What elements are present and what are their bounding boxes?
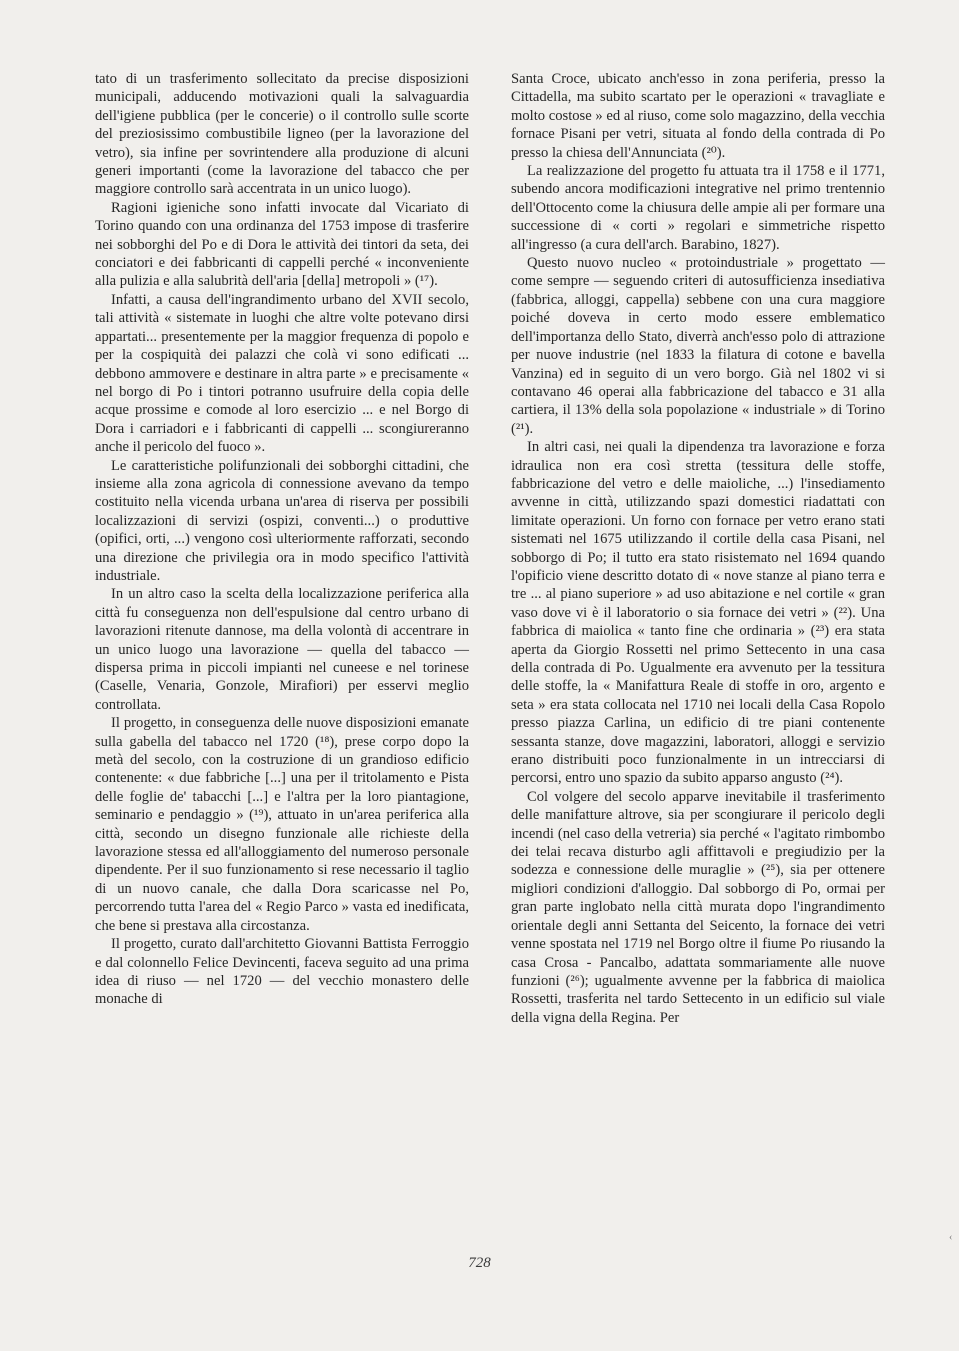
paragraph: In un altro caso la scelta della localizzazione periferica alla città fu conseguenza non dell'espulsione dal centro urbano di lavorazioni ritenute dannose, ma della volontà di accentrare in un unico luogo una lavorazione — quella del tabacco — dispersa prima in piccoli impianti nel cuneese e nel torinese (Caselle, Venaria, Gonzole, Mirafiori) per esservi meglio controllata. [95,586,469,713]
paragraph: Questo nuovo nucleo « protoindustriale » progettato — come sempre — seguendo criteri di autosufficienza insediativa (fabbrica, alloggi, cappella) sebbene con una cura maggiore poiché doveva in certo modo essere emblematico dell'importanza dello Stato, diverrà anch'esso polo di attrazione per nuove industrie (nel 1833 la filatura di cotone e bavella Vanzina) ed in seguito di un vero borgo. Già nel 1802 vi si contavano 46 operai alla fabbricazione del tabacco e 31 alla cartiera, il 13% della sola popolazione « industriale » di Torino (²¹). [511,255,885,437]
page-number: 728 [468,1255,491,1271]
paragraph: Le caratteristiche polifunzionali dei sobborghi cittadini, che insieme alla zona agricola di connessione avevano da tempo costituito nella vicenda urbana un'area di riserva per possibili localizzazioni di servizi (ospizi, conventi...) o produttive (opifici, orti, ...) vengono così ulteriormente rafforzati, secondo una direzione che privilegia ora in modo specifico l'attività industriale. [95,457,469,584]
paragraph: tato di un trasferimento sollecitato da precise disposizioni municipali, adducendo motivazioni quali la salvaguardia dell'igiene pubblica (per le concerie) o il controllo sulle scorte del preziosissimo combustibile ligneo (per la lavorazione del vetro), sia infine per sovrintendere alla produzione di alcuni generi importanti (come la lavorazione del tabacco che per maggiore controllo sarà accentrata in un unico luogo). [95,71,469,198]
paragraph: Il progetto, curato dall'architetto Giovanni Battista Ferroggio e dal colonnello Felice Devincenti, faceva seguito ad una prima idea di riuso — nel 1720 — del vecchio monastero delle monache di [95,936,469,1008]
paragraph: Ragioni igieniche sono infatti invocate dal Vicariato di Torino quando con una ordinanza del 1753 impose di trasferire nei sobborghi del Po e di Dora le attività dei tintori da seta, dei conciatori e dei fabbricanti di cappelli perché « inconveniente alla pulizia e alla salubrità dell'aria [della] metropoli » (¹⁷). [95,199,469,290]
paragraph: Infatti, a causa dell'ingrandimento urbano del XVII secolo, tali attività « sistemate in luoghi che altre volte potevano dirsi appartati... presentemente per la maggior frequenza di popolo e per la cospiquità dei palazzi che colà vi sono edificati ... debbono ammovere e destinare in altra parte » e precisamente « nel borgo di Po i tintori potranno usufruire della copia delle acque prossime e comode al loro esercizio ... e nel Borgo di Dora i carriadori e i fabbricanti di cappelli ... scongiureranno anche il pericolo del fuoco ». [95,291,469,456]
margin-mark: ‹ [949,1232,953,1243]
paragraph: In altri casi, nei quali la dipendenza tra lavorazione e forza idraulica non era così stretta (tessitura delle stoffe, fabbricazione del vetro e delle maioliche, ...) l'insediamento avvenne in città, utilizzando spazi domestici riadattati con limitate operazioni. Un forno con fornace per vetro erano stati sistemati nel 1675 utilizzando il cortile della casa Pisani, nel sobborgo di Po; il tutto era stato risistemato nel 1694 quando l'opificio viene descritto dotato di « nove stanze al piano terra e tre ... al piano superiore » ad uso abitazione e nel cortile « gran vaso dove vi è il laboratorio o sia fornace dei vetri » (²²). Una fabbrica di maiolica « tanto fine che ordinaria » (²³) era stata aperta da Giorgio Rossetti nel primo Settecento in una casa della contrada di Po. Ugualmente era avvenuto per la tessitura delle stoffe, la « Manifattura Reale di stoffe in oro, argento e seta » era stata collocata nel 1710 nei locali della Casa Ropolo presso piazza Carlina, un edificio di tre piani contenente sessanta stanze, dove magazzini, laboratori, alloggi e servizio erano distribuiti poco funzionalmente in un intrecciarsi di percorsi, entro uno spazio da subito apparso angusto (²⁴). [511,439,885,787]
right-text-column [511,70,885,1027]
paragraph: La realizzazione del progetto fu attuata tra il 1758 e il 1771, subendo ancora modificazioni integrative nel primo trentennio dell'Ottocento come la chiusura delle ampie ali per formare una successione di « corti » regolari e simmetriche rispetto all'ingresso (a cura dell'arch. Barabino, 1827). [511,163,885,253]
paragraph: Il progetto, in conseguenza delle nuove disposizioni emanate sulla gabella del tabacco nel 1720 (¹⁸), prese corpo dopo la metà del secolo, con la costruzione di un grandioso edificio contenente: « due fabbriche [...] una per il tritolamento e Pista delle foglie de' tabacchi [...] e l'altra per la loro piantagione, seminario e pendaggio » (¹⁹), attuato in un'area periferica alla città, secondo un disegno funzionale alle richieste della lavorazione stessa ed all'alloggiamento del numeroso personale dipendente. Per il suo funzionamento si rese necessario il taglio di un nuovo canale, che dalla Dora scaricasse nel Po, percorrendo tutta l'area del « Regio Parco » vasta ed inedificata, che bene si prestava alla circostanza. [95,715,469,934]
paragraph: Santa Croce, ubicato anch'esso in zona periferia, presso la Cittadella, ma subito scartato per le operazioni « travagliate e molto costose » ed al riuso, come solo magazzino, della vecchia fornace Pisani per vetri, situata al fondo della contrada di Po presso la chiesa dell'Annunciata (²⁰). [511,71,885,161]
left-text-column [95,70,469,1009]
paragraph: Col volgere del secolo apparve inevitabile il trasferimento delle manifatture altrove, sia per scongiurare il pericolo degli incendi (nel caso della vetreria) sia perché « l'agitato rimbombo dei telai recava disturbo agli affittavoli e pregiudizio per la sodezza e connessione delle muraglie » (²⁵), sia per ottenere migliori condizioni d'alloggio. Dal sobborgo di Po, ormai per gran parte inglobato nella città murata dopo l'ingrandimento orientale degli anni Settanta del Seicento, la fornace dei vetri venne spostata nel 1719 nel Borgo oltre il fiume Po riusando la casa Crosa - Pancalbo, adattata sommariamente alle nuove funzioni (²⁶); ugualmente avvenne per la fabbrica di maiolica Rossetti, trasferita nel tardo Settecento in un edificio sul viale della vigna della Regina. Per [511,788,885,1026]
